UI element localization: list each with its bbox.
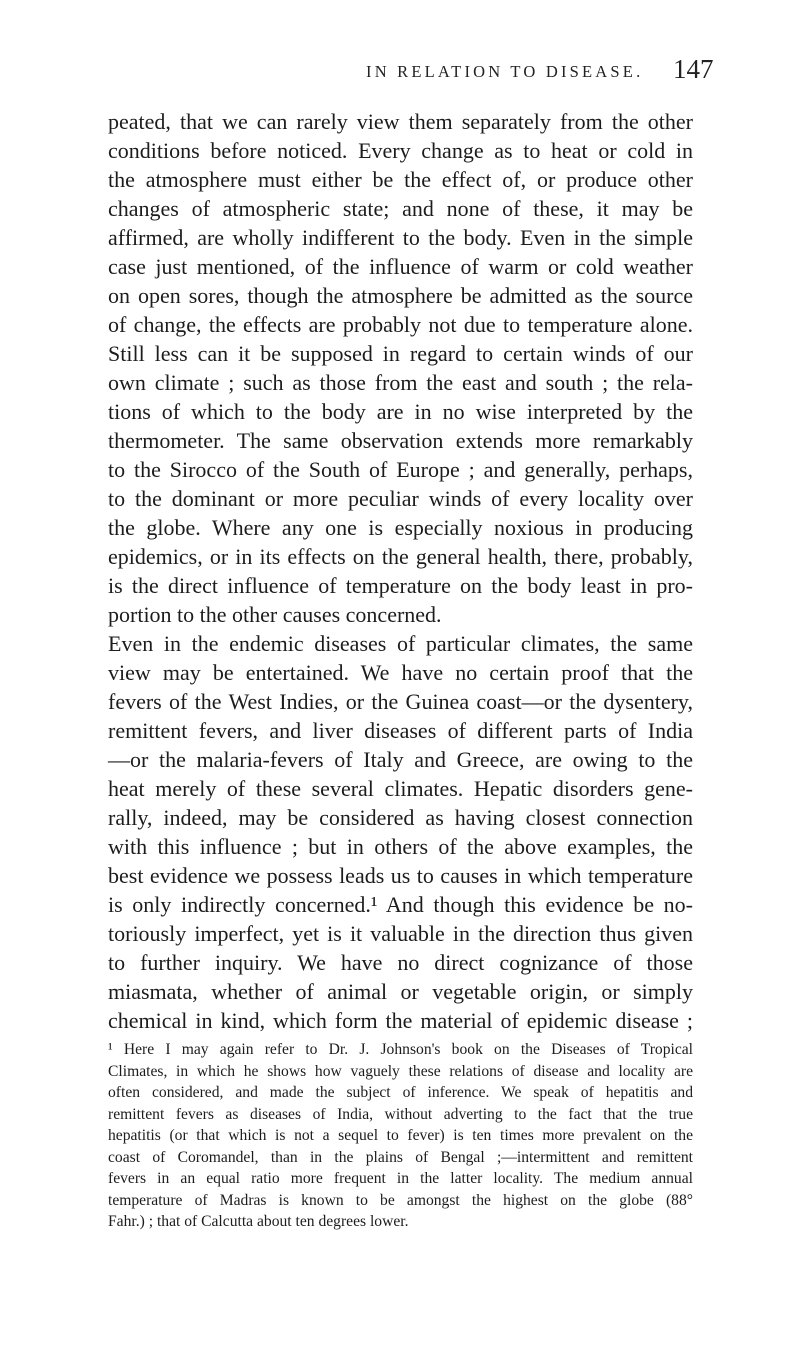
body-line: heat merely of these several climates. Hepatic disorders gene-: [108, 776, 693, 801]
footnote-line: temperature of Madras is known to be amongst the highest on the globe (88°: [108, 1191, 693, 1209]
footnote-line: often considered, and made the subject of inference. We speak of hepatitis and: [108, 1084, 693, 1101]
body-line: on open sores, though the atmosphere be admitted as the source: [108, 283, 693, 308]
body-line: thermometer. The same observation extends more remarkably: [108, 428, 693, 453]
body-line: own climate ; such as those from the east and south ; the rela-: [108, 370, 693, 395]
body-line: toriously imperfect, yet is it valuable in the direction thus given: [108, 921, 693, 946]
footnote-line: fevers in an equal ratio more frequent in the latter locality. The medium annual: [108, 1170, 693, 1187]
body-line: is only indirectly concerned.¹ And though this evidence be no-: [108, 892, 693, 917]
footnote-line: coast of Coromandel, than in the plains of Bengal ;—intermittent and remittent: [108, 1148, 693, 1166]
body-line: the globe. Where any one is especially noxious in producing: [108, 515, 693, 540]
page-header: [0, 50, 801, 90]
body-line: changes of atmospheric state; and none of these, it may be: [108, 196, 693, 221]
footnote: [108, 1039, 693, 1233]
footnote-line: remittent fevers as diseases of India, without adverting to the fact that the true: [108, 1105, 693, 1123]
body-line: chemical in kind, which form the material of epidemic disease ;: [108, 1008, 693, 1033]
body-line: is the direct influence of temperature on the body least in pro-: [108, 573, 693, 598]
body-line: case just mentioned, of the influence of warm or cold weather: [108, 254, 693, 279]
body-line: —or the malaria-fevers of Italy and Greece, are owing to the: [108, 747, 693, 772]
page-number: 147: [673, 54, 714, 84]
body-line: rally, indeed, may be considered as having closest connection: [108, 805, 693, 830]
body-line: miasmata, whether of animal or vegetable origin, or simply: [108, 979, 693, 1004]
body-line: tions of which to the body are in no wise interpreted by the: [108, 399, 693, 424]
body-line: with this influence ; but in others of the above examples, the: [108, 834, 693, 859]
body-line: epidemics, or in its effects on the general health, there, probably,: [108, 544, 693, 569]
body-line: view may be entertained. We have no certain proof that the: [108, 660, 693, 685]
body-line: remittent fevers, and liver diseases of different parts of India: [108, 718, 693, 743]
body-line: conditions before noticed. Every change as to heat or cold in: [108, 138, 693, 163]
body-line: to the dominant or more peculiar winds of every locality over: [108, 486, 693, 511]
footnote-line: hepatitis (or that which is not a sequel to fever) is ten times more prevalent on the: [108, 1127, 693, 1144]
footnote-line: Fahr.) ; that of Calcutta about ten degrees lower.: [108, 1213, 409, 1230]
body-line: the atmosphere must either be the effect of, or produce other: [108, 167, 693, 192]
body-line: Even in the endemic diseases of particular climates, the same: [108, 631, 693, 656]
body-line: best evidence we possess leads us to causes in which temperature: [108, 863, 693, 888]
footnote-line: ¹ Here I may again refer to Dr. J. Johnson's book on the Diseases of Tropical: [108, 1041, 693, 1058]
body-line: of change, the effects are probably not due to temperature alone.: [108, 312, 693, 337]
body-text: [108, 107, 693, 1035]
body-line: affirmed, are wholly indifferent to the body. Even in the simple: [108, 225, 693, 250]
body-line: to the Sirocco of the South of Europe ; and generally, perhaps,: [108, 457, 693, 482]
body-line: Still less can it be supposed in regard to certain winds of our: [108, 341, 693, 366]
body-line: to further inquiry. We have no direct cognizance of those: [108, 950, 693, 975]
running-title: IN RELATION TO DISEASE.: [366, 62, 644, 81]
body-line: fevers of the West Indies, or the Guinea coast—or the dysentery,: [108, 689, 693, 714]
body-line: peated, that we can rarely view them separately from the other: [108, 109, 693, 134]
body-line: portion to the other causes concerned.: [108, 602, 442, 627]
footnote-line: Climates, in which he shows how vaguely these relations of disease and locality are: [108, 1062, 693, 1080]
